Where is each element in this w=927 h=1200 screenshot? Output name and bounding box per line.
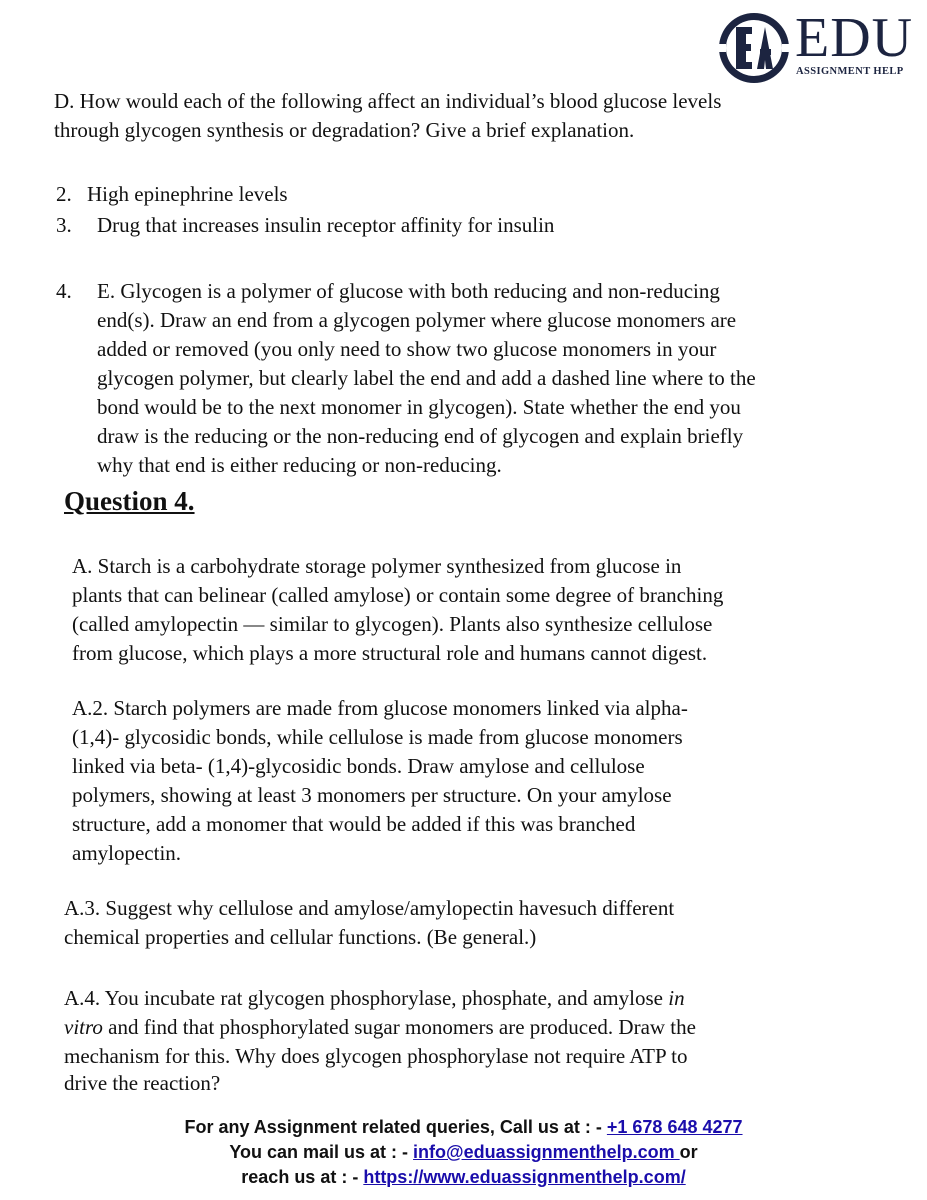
part-a2-line: A.2. Starch polymers are made from glucose monomers linked via alpha- bbox=[72, 696, 688, 720]
part-a4-italic: vitro bbox=[64, 1015, 103, 1039]
phone-link[interactable]: +1 678 648 4277 bbox=[606, 1117, 743, 1137]
part-a4-line bbox=[64, 1013, 696, 1042]
part-a-line: plants that can belinear (called amylose) or contain some degree of branching bbox=[72, 583, 724, 607]
list-item-text: Drug that increases insulin receptor affinity for insulin bbox=[97, 213, 555, 237]
footer-email-label: You can mail us at : - bbox=[229, 1142, 414, 1162]
question-e-line: added or removed (you only need to show two glucose monomers in your bbox=[97, 337, 717, 361]
list-item-number: 3. bbox=[56, 213, 72, 237]
part-a-line: A. Starch is a carbohydrate storage polymer synthesized from glucose in bbox=[72, 554, 682, 578]
email-link[interactable]: info@eduassignmenthelp.com bbox=[413, 1142, 680, 1162]
question-e-line: glycogen polymer, but clearly label the end and add a dashed line where to the bbox=[97, 366, 756, 390]
brand-logo bbox=[716, 8, 921, 90]
list-item-number: 4. bbox=[56, 279, 72, 303]
part-a4-line bbox=[64, 984, 685, 1013]
footer-website-label: reach us at : - bbox=[241, 1167, 364, 1187]
footer-line-email bbox=[0, 1140, 927, 1165]
footer-or: or bbox=[679, 1142, 698, 1162]
part-a2-line: amylopectin. bbox=[72, 841, 182, 865]
logo-word: EDU bbox=[795, 7, 914, 69]
part-a2-line: (1,4)- glycosidic bonds, while cellulose is made from glucose monomers bbox=[72, 725, 683, 749]
part-a3-line: chemical properties and cellular functions. (Be general.) bbox=[64, 925, 537, 949]
part-a-line: from glucose, which plays a more structural role and humans cannot digest. bbox=[72, 641, 708, 665]
part-a4-italic: in bbox=[668, 986, 685, 1010]
website-link[interactable]: https://www.eduassignmenthelp.com/ bbox=[363, 1167, 686, 1187]
part-a2-line: linked via beta- (1,4)-glycosidic bonds. Draw amylose and cellulose bbox=[72, 754, 645, 778]
footer-line-website bbox=[0, 1165, 927, 1190]
part-a4-text: and find that phosphorylated sugar monomers are produced. Draw the bbox=[102, 1015, 696, 1039]
footer-line-phone bbox=[0, 1115, 927, 1140]
logo-mark-icon bbox=[716, 10, 792, 86]
part-a3-line: A.3. Suggest why cellulose and amylose/amylopectin havesuch different bbox=[64, 896, 675, 920]
part-a2-line: polymers, showing at least 3 monomers per structure. On your amylose bbox=[72, 783, 672, 807]
list-item-text: High epinephrine levels bbox=[87, 182, 288, 206]
part-a2-line: structure, add a monomer that would be added if this was branched bbox=[72, 812, 636, 836]
question-d-line-2: through glycogen synthesis or degradation? Give a brief explanation. bbox=[54, 118, 635, 142]
part-a4-text: A.4. You incubate rat glycogen phosphorylase, phosphate, and amylose bbox=[64, 986, 669, 1010]
question-e-line: why that end is either reducing or non-reducing. bbox=[97, 453, 502, 477]
question-e-line: draw is the reducing or the non-reducing end of glycogen and explain briefly bbox=[97, 424, 744, 448]
question-4-heading: Question 4. bbox=[64, 486, 195, 516]
question-e-line: bond would be to the next monomer in glycogen). State whether the end you bbox=[97, 395, 741, 419]
footer-phone-label: For any Assignment related queries, Call us at : - bbox=[184, 1117, 607, 1137]
question-e-line: end(s). Draw an end from a glycogen polymer where glucose monomers are bbox=[97, 308, 737, 332]
part-a4-line: drive the reaction? bbox=[64, 1071, 221, 1095]
question-e-line: E. Glycogen is a polymer of glucose with both reducing and non-reducing bbox=[97, 279, 720, 303]
part-a-line: (called amylopectin — similar to glycogen). Plants also synthesize cellulose bbox=[72, 612, 713, 636]
logo-subtitle: ASSIGNMENT HELP bbox=[796, 66, 904, 77]
question-d-line-1: D. How would each of the following affect an individual’s blood glucose levels bbox=[54, 89, 722, 113]
part-a4-line: mechanism for this. Why does glycogen phosphorylase not require ATP to bbox=[64, 1044, 688, 1068]
list-item-number: 2. bbox=[56, 182, 72, 206]
